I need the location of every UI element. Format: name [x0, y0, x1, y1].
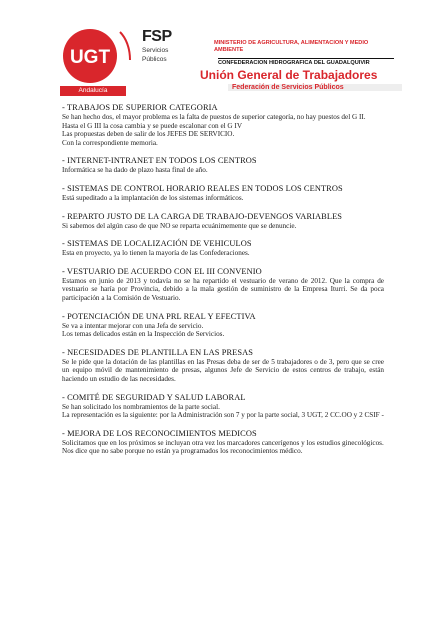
- paragraph-line: Informática se ha dado de plazo hasta final de año.: [62, 166, 208, 175]
- fsp-title: FSP: [142, 28, 172, 45]
- section-heading: - POTENCIACIÓN DE UNA PRL REAL Y EFECTIVA: [62, 311, 256, 321]
- section: [62, 312, 384, 339]
- section-heading: - INTERNET-INTRANET EN TODOS LOS CENTROS: [62, 156, 257, 166]
- paragraph-line: Hasta el G III la cosa cambia y se puede escalonar con el G IV: [62, 121, 243, 130]
- paragraph-line: Con la correspondiente memoria.: [62, 138, 158, 147]
- section-heading: - MEJORA DE LOS RECONOCIMIENTOS MEDICOS: [62, 428, 257, 438]
- paragraph-line: Se le pide que la dotación de las plantillas en las Presas deba de ser de 5 trabajadores o de 3, pero que se cree un equipo móvil de mantenimiento de presas, algunos Jefe de Servicio de estos centros de trabajo, están haciendo un estudio de las necesidades.: [62, 357, 384, 383]
- paragraph-line: Se va a intentar mejorar con una Jefa de servicio.: [62, 321, 204, 330]
- paragraph-line: Esta en proyecto, ya lo tienen la mayoría de las Confederaciones.: [62, 249, 250, 258]
- confederation-name: CONFEDERACION HIDROGRAFICA DEL GUADALQUIVIR: [218, 58, 394, 66]
- fsp-block: [142, 28, 172, 63]
- section: [62, 103, 384, 147]
- section: [62, 393, 384, 420]
- paragraph-line: Solicitamos que en los próximos se incluyan otra vez los marcadores cancerígenos y los estudios ginecológicos.: [62, 438, 384, 447]
- ugt-logo: [60, 28, 142, 88]
- paragraph-line: Está supeditado a la implantación de los sistemas informáticos.: [62, 193, 244, 202]
- union-name: Unión General de Trabajadores: [200, 68, 378, 82]
- paragraph-line: Nos dice que no sabe porque no están ya programados los reconocimientos médico.: [62, 447, 303, 456]
- paragraph-line: Las propuestas deben de salir de los JEFES DE SERVICIO.: [62, 130, 235, 139]
- section-heading: - TRABAJOS DE SUPERIOR CATEGORIA: [62, 103, 218, 112]
- section: [62, 267, 384, 303]
- section-heading: - SISTEMAS DE CONTROL HORARIO REALES EN TODOS LOS CENTROS: [62, 183, 343, 193]
- section: [62, 348, 384, 384]
- region-badge: Andalucía: [60, 86, 126, 96]
- section-heading: - SISTEMAS DE LOCALIZACIÓN DE VEHICULOS: [62, 239, 252, 249]
- letterhead: [56, 24, 396, 100]
- section: [62, 212, 384, 231]
- section-heading: - REPARTO JUSTO DE LA CARGA DE TRABAJO-DEVENGOS VARIABLES: [62, 211, 343, 221]
- paragraph-line: Se han hecho dos, el mayor problema es la falta de puestos de superior categoría, no hay puestos del G II.: [62, 113, 366, 121]
- document-body: [62, 103, 384, 465]
- paragraph-line: Si sabemos del algún caso de que NO se reparta ecuánimemente que se denuncie.: [62, 221, 297, 230]
- section-heading: - VESTUARIO DE ACUERDO CON EL III CONVENIO: [62, 266, 262, 276]
- paragraph-line: Estamos en junio de 2013 y todavía no se ha repartido el vestuario de verano de 2012. Que la compra de vestuario se haría por Provincia, debido a la mala gestión de suministro de la Empresa Iturri. Se da poca participación a la Comisión de Vestuario.: [62, 276, 384, 302]
- ministry-name: MINISTERIO DE AGRICULTURA, ALIMENTACION Y MEDIO AMBIENTE: [214, 40, 369, 53]
- section: [62, 429, 384, 456]
- section-heading: - NECESIDADES DE PLANTILLA EN LAS PRESAS: [62, 347, 254, 357]
- federation-name: Federación de Servicios Públicos: [228, 84, 402, 91]
- fsp-subtitle-line: Servicios: [142, 47, 169, 54]
- fsp-subtitle-line: Públicos: [142, 55, 167, 63]
- section: [62, 156, 384, 175]
- paragraph-line: Se han solicitado los nombramientos de la parte social.: [62, 402, 220, 411]
- section-heading: - COMITÉ DE SEGURIDAD Y SALUD LABORAL: [62, 392, 246, 402]
- section: [62, 184, 384, 203]
- ugt-logo-text: UGT: [69, 47, 111, 68]
- paragraph-line: La representación es la siguiente: por la Administración son 7 y por la parte social, 3 UGT, 2 CC.OO y 2 CSIF -: [62, 411, 384, 420]
- section: [62, 239, 384, 258]
- paragraph-line: Los temas delicados están en la Inspección de Servicios.: [62, 330, 225, 339]
